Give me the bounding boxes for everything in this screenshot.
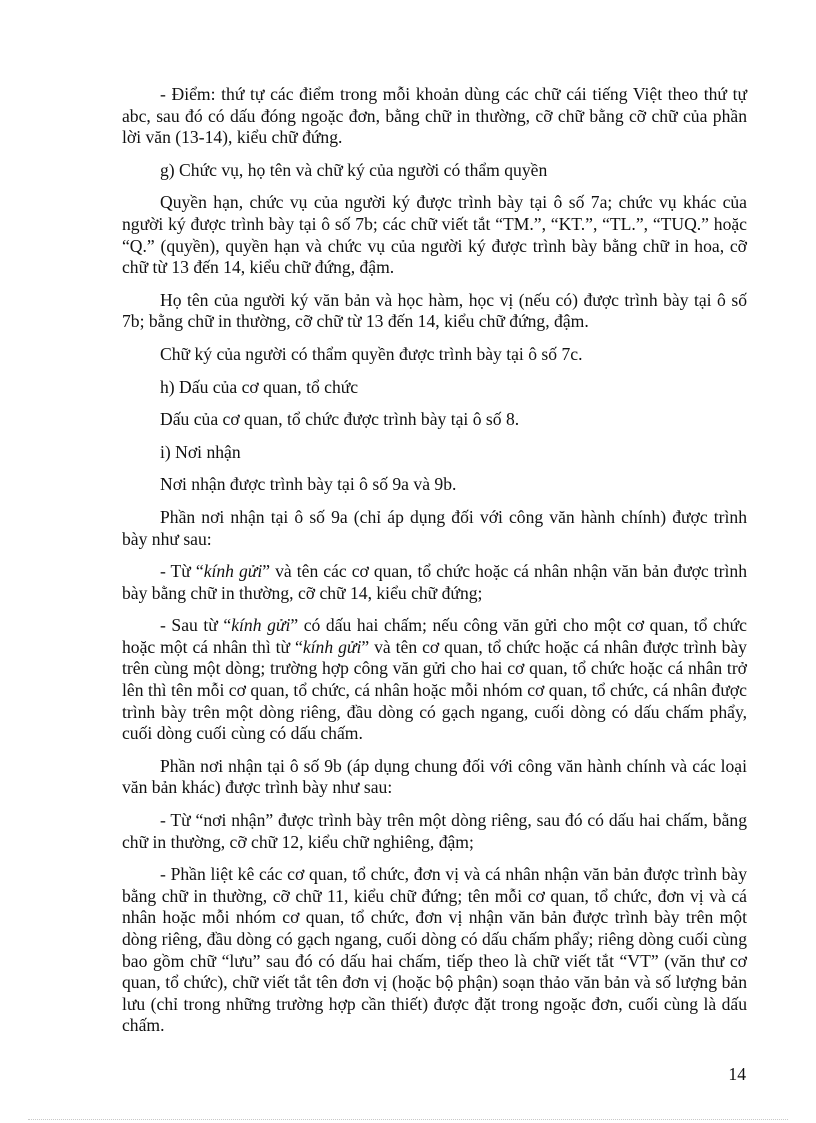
section-heading-i: i) Nơi nhận: [160, 441, 241, 462]
paragraph: - Từ “nơi nhận” được trình bày trên một dòng riêng, sau đó có dấu hai chấm, bằng chữ in thường, cỡ chữ 12, kiểu chữ nghiêng, đậm;: [122, 810, 747, 852]
paragraph: - Điểm: thứ tự các điểm trong mỗi khoản dùng các chữ cái tiếng Việt theo thứ tự abc, sau đó có dấu đóng ngoặc đơn, bằng chữ in thường, cỡ chữ bằng cỡ chữ của phần lời văn (13-14), kiểu chữ đứng.: [122, 84, 747, 148]
paragraph: Phần nơi nhận tại ô số 9b (áp dụng chung đối với công văn hành chính và các loại văn bản khác) được trình bày như sau:: [122, 755, 747, 798]
paragraph: Phần nơi nhận tại ô số 9a (chỉ áp dụng đối với công văn hành chính) được trình bày như sau:: [122, 506, 747, 549]
page-number: 14: [728, 1064, 746, 1084]
paragraph: - Sau từ “kính gửi” có dấu hai chấm; nếu công văn gửi cho một cơ quan, tổ chức hoặc một cá nhân thì từ “kính gửi” và tên cơ quan, tổ chức hoặc cá nhân được trình bày trên cùng một dòng; trường hợp công văn gửi cho hai cơ quan, tổ chức hoặc cá nhân trở lên thì tên mỗi cơ quan, tổ chức, cá nhân hoặc mỗi nhóm cơ quan, tổ chức, cá nhân được trình bày trên một dòng riêng, đầu dòng có gạch ngang, cuối dòng có dấu chấm phẩy, cuối dòng cuối cùng có dấu chấm.: [122, 615, 747, 744]
page-bottom-divider: [28, 1119, 788, 1120]
paragraph: Họ tên của người ký văn bản và học hàm, học vị (nếu có) được trình bày tại ô số 7b; bằng chữ in thường, cỡ chữ từ 13 đến 14, kiểu chữ đứng, đậm.: [122, 289, 747, 332]
paragraph: Nơi nhận được trình bày tại ô số 9a và 9b.: [160, 474, 457, 495]
section-heading-g: g) Chức vụ, họ tên và chữ ký của người có thẩm quyền: [160, 159, 548, 180]
paragraph: Chữ ký của người có thẩm quyền được trình bày tại ô số 7c.: [160, 343, 583, 364]
paragraph: Quyền hạn, chức vụ của người ký được trình bày tại ô số 7a; chức vụ khác của người ký được trình bày tại ô số 7b; các chữ viết tắt “TM.”, “KT.”, “TL.”, “TUQ.” hoặc “Q.” (quyền), quyền hạn và chức vụ của người ký được trình bày bằng chữ in hoa, cỡ chữ từ 13 đến 14, kiểu chữ đứng, đậm.: [122, 192, 747, 278]
section-heading-h: h) Dấu của cơ quan, tổ chức: [160, 376, 359, 397]
paragraph: Dấu của cơ quan, tổ chức được trình bày tại ô số 8.: [160, 409, 520, 430]
paragraph: - Từ “kính gửi” và tên các cơ quan, tổ chức hoặc cá nhân nhận văn bản được trình bày bằng chữ in thường, cỡ chữ 14, kiểu chữ đứng;: [122, 561, 747, 603]
paragraph: - Phần liệt kê các cơ quan, tổ chức, đơn vị và cá nhân nhận văn bản được trình bày bằng chữ in thường, cỡ chữ 11, kiểu chữ đứng; tên mỗi cơ quan, tổ chức, đơn vị và cá nhân hoặc mỗi nhóm cơ quan, tổ chức, đơn vị nhận văn bản được trình bày trên một dòng riêng, đầu dòng có gạch ngang, cuối dòng có dấu chấm phẩy; riêng dòng cuối cùng bao gồm chữ “lưu” sau đó có dấu hai chấm, tiếp theo là chữ viết tắt “VT” (văn thư cơ quan, tổ chức), chữ viết tắt tên đơn vị (hoặc bộ phận) soạn thảo văn bản và số lượng bản lưu (chỉ trong những trường hợp cần thiết) được đặt trong ngoặc đơn, cuối cùng là dấu chấm.: [122, 864, 747, 1036]
page-body: [122, 84, 747, 1048]
